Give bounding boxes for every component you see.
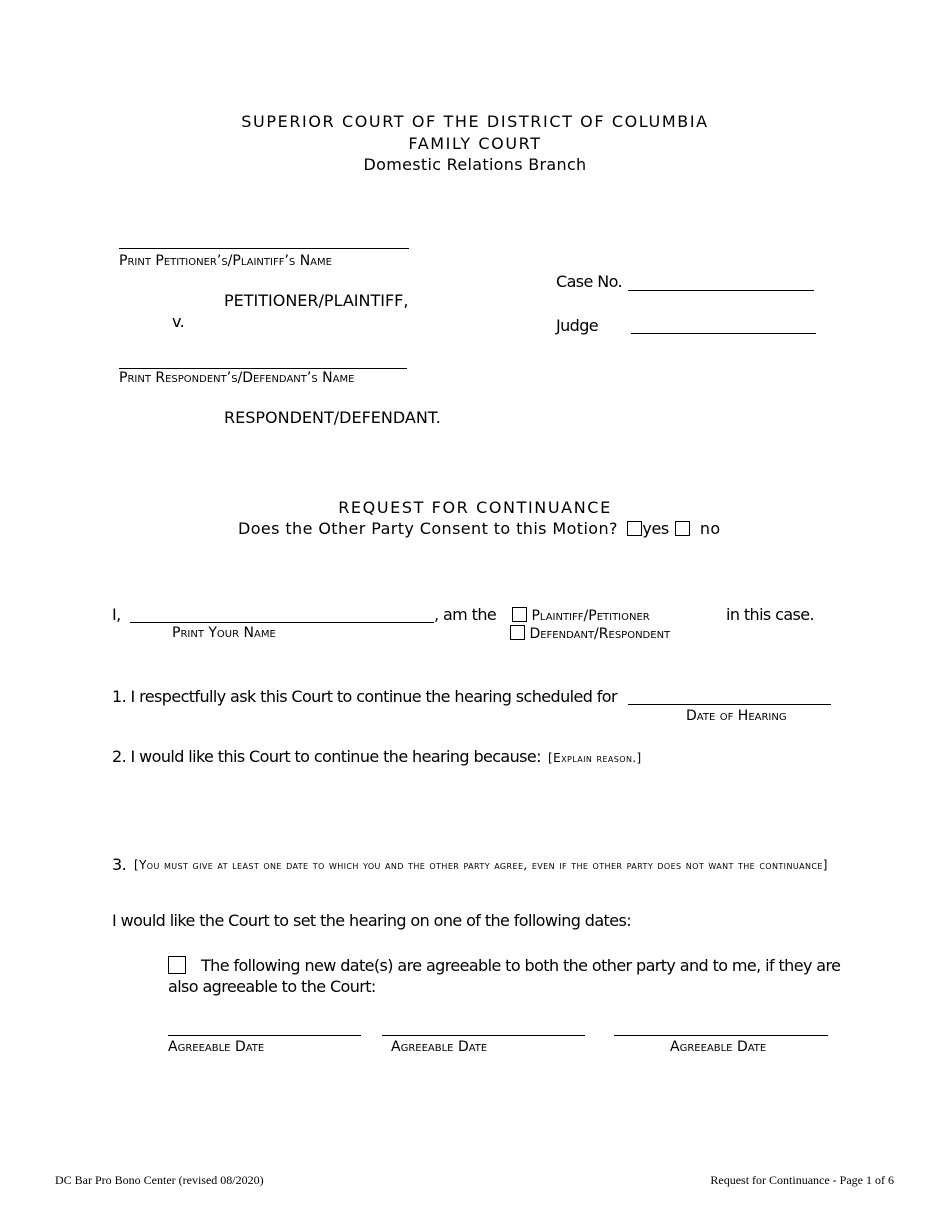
petitioner-role: PETITIONER/PLAINTIFF, (224, 291, 409, 310)
item-3-lead: I would like the Court to set the hearing on one of the following dates: (112, 911, 631, 930)
party-prefix: I, (112, 605, 121, 624)
defendant-option (510, 625, 670, 642)
consent-question: Does the Other Party Consent to this Motion? (238, 519, 618, 538)
your-name-caption: Print Your Name (172, 625, 276, 641)
judge-label: Judge (556, 316, 599, 335)
item-2-row (112, 747, 642, 766)
case-no-field[interactable] (628, 290, 814, 291)
agreeable-date-field-3[interactable] (614, 1035, 828, 1036)
agreeable-date-field-1[interactable] (168, 1035, 361, 1036)
your-name-field[interactable] (130, 622, 434, 623)
respondent-name-field[interactable] (119, 368, 407, 369)
document-title: REQUEST FOR CONTINUANCE (338, 498, 612, 517)
case-no-label: Case No. (556, 272, 623, 291)
respondent-role: RESPONDENT/DEFENDANT. (224, 408, 441, 427)
court-name: SUPERIOR COURT OF THE DISTRICT OF COLUMBIA (241, 112, 709, 131)
petitioner-name-caption: Print Petitioner’s/Plaintiff’s Name (119, 253, 332, 269)
defendant-option-label: Defendant/Respondent (529, 626, 671, 642)
court-division: FAMILY COURT (408, 134, 542, 153)
party-suffix: in this case. (726, 605, 815, 624)
hearing-date-field[interactable] (628, 704, 831, 705)
item-3-number: 3. (112, 855, 127, 874)
item-1-text: 1. I respectfully ask this Court to continue the hearing scheduled for (112, 687, 617, 706)
reason-field[interactable] (112, 775, 832, 835)
plaintiff-option-label: Plaintiff/Petitioner (531, 608, 650, 624)
agreeable-date-caption-2: Agreeable Date (391, 1039, 488, 1055)
versus-label: v. (172, 312, 185, 331)
item-2-note: [Explain reason.] (548, 751, 642, 765)
agreeable-text: The following new date(s) are agreeable to both the other party and to me, if they are also agreeable to the Court: (168, 956, 841, 996)
footer-right: Request for Continuance - Page 1 of 6 (710, 1173, 894, 1187)
hearing-date-caption: Date of Hearing (686, 708, 787, 724)
item-3-note: [You must give at least one date to which you and the other party agree, even if the other party does not want the continuance] (134, 858, 828, 872)
agreeable-date-caption-3: Agreeable Date (670, 1039, 767, 1055)
consent-yes-checkbox[interactable] (627, 521, 642, 536)
consent-no-checkbox[interactable] (675, 521, 690, 536)
judge-field[interactable] (631, 333, 816, 334)
party-am-the: , am the (434, 605, 497, 624)
petitioner-name-field[interactable] (119, 248, 409, 249)
plaintiff-option (512, 607, 650, 624)
plaintiff-checkbox[interactable] (512, 607, 527, 622)
consent-yes-label: yes (642, 519, 669, 538)
agreeable-date-caption-1: Agreeable Date (168, 1039, 265, 1055)
defendant-checkbox[interactable] (510, 625, 525, 640)
agreeable-date-field-2[interactable] (382, 1035, 585, 1036)
respondent-name-caption: Print Respondent’s/Defendant’s Name (119, 370, 355, 386)
item-2-text: 2. I would like this Court to continue the hearing because: (112, 747, 541, 766)
consent-row (238, 519, 721, 538)
court-branch: Domestic Relations Branch (363, 155, 587, 174)
footer-left: DC Bar Pro Bono Center (revised 08/2020) (55, 1173, 264, 1187)
consent-no-label: no (699, 519, 721, 538)
